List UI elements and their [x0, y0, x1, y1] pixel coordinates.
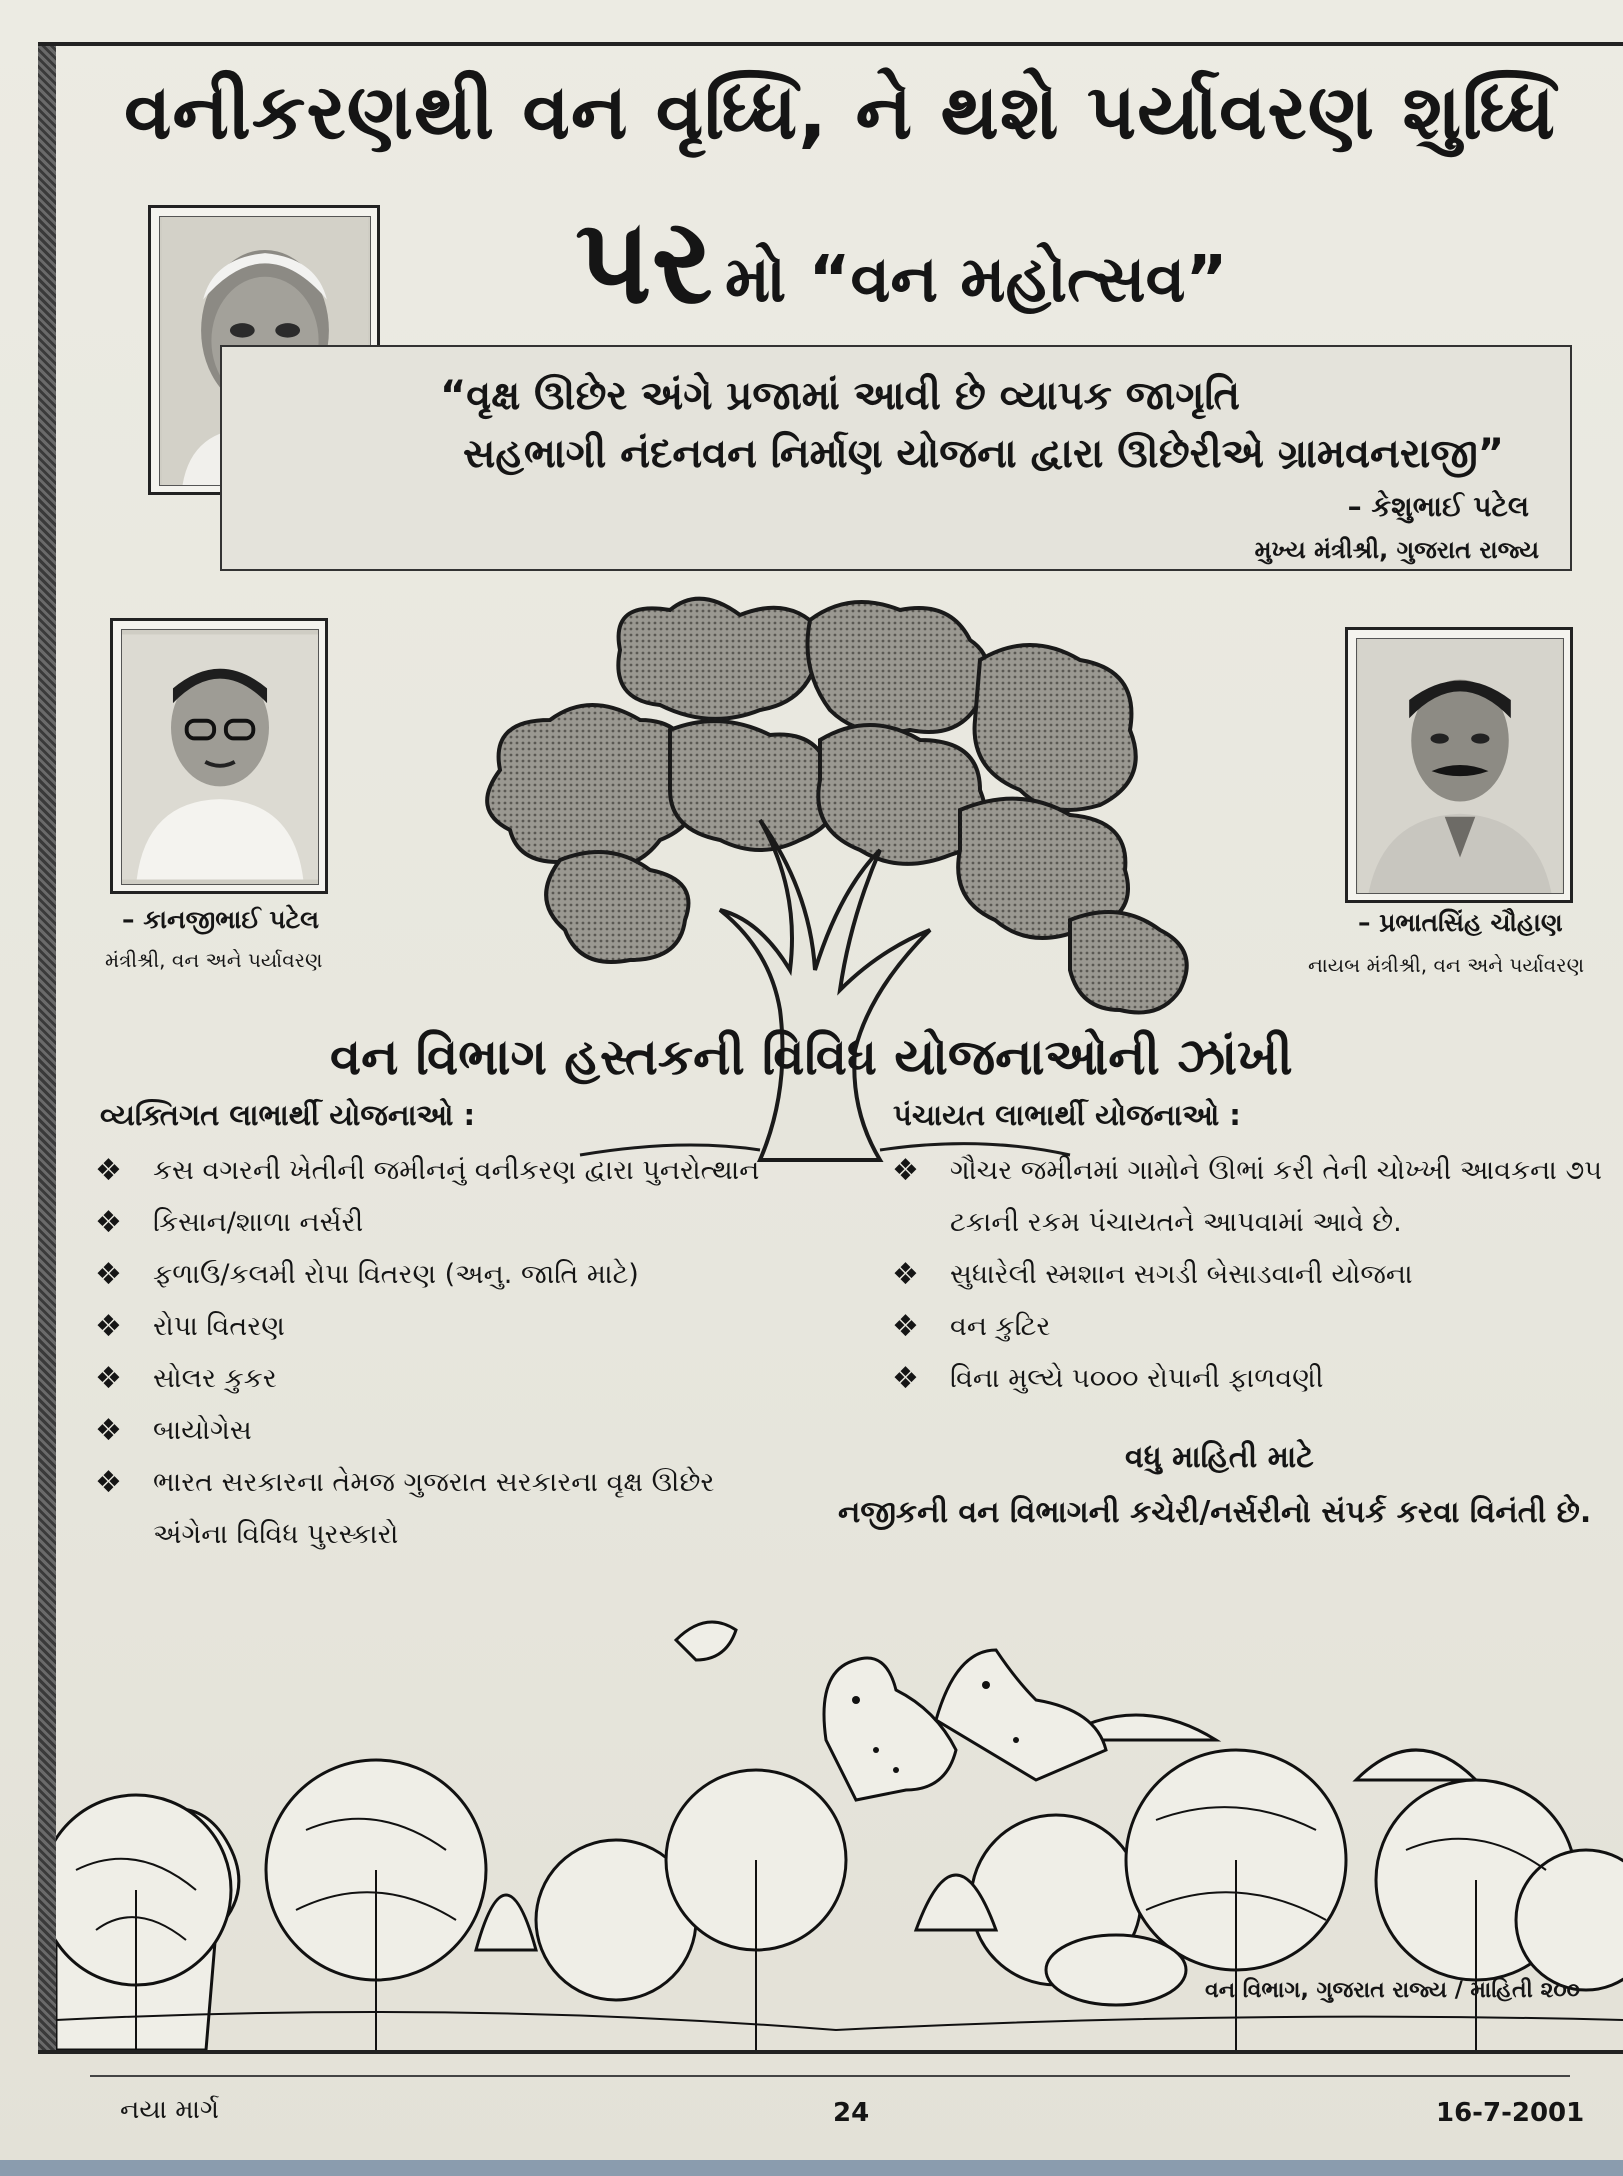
panchayat-schemes-title: પંચાયત લાભાર્થી યોજનાઓ :	[893, 1098, 1241, 1132]
left-official-name: – કાનજીભાઈ પટેલ	[122, 905, 320, 934]
bullet-icon: ❖	[95, 1465, 122, 1500]
advert-headline: વનીકરણથી વન વૃધ્ધિ, ને થશે પર્યાવરણ શુધ્ધિ	[124, 67, 1556, 156]
bullet-icon: ❖	[892, 1153, 919, 1188]
bullet-icon: ❖	[95, 1309, 122, 1344]
portrait-icon	[1357, 639, 1563, 893]
advert-left-border	[38, 42, 56, 2054]
schemes-section-title: વન વિભાગ હસ્તકની વિવિધ યોજનાઓની ઝાંખી	[330, 1028, 1293, 1086]
left-official-role: મંત્રીશ્રી, વન અને પર્યાવરણ	[105, 948, 323, 972]
list-item: ❖ સોલર કુકર	[95, 1353, 795, 1405]
more-info-text: નજીકની વન વિભાગની કચેરી/નર્સરીનો સંપર્ક કરવા વિનંતી છે.	[838, 1495, 1592, 1530]
quote-line-1: “વૃક્ષ ઊછેર અંગે પ્રજામાં આવી છે વ્યાપક જાગૃતિ	[440, 373, 1241, 419]
publication-name: નયા માર્ગ	[120, 2095, 220, 2125]
portrait-icon	[122, 630, 318, 884]
left-official-photo	[110, 618, 328, 894]
bullet-icon: ❖	[892, 1361, 919, 1396]
more-info-heading: વધુ માહિતી માટે	[1125, 1440, 1314, 1475]
festival-label: મો “વન મહોત્સવ”	[725, 243, 1228, 317]
bullet-icon: ❖	[892, 1257, 919, 1292]
right-official-role: નાયબ મંત્રીશ્રી, વન અને પર્યાવરણ	[1308, 953, 1585, 977]
list-item: ❖ ભારત સરકારના તેમજ ગુજરાત સરકારના વૃક્ષ ઊછેર અંગેના વિવિધ પુરસ્કારો	[95, 1457, 795, 1561]
panchayat-schemes-list	[892, 1145, 1602, 1405]
bullet-icon: ❖	[95, 1361, 122, 1396]
list-item: ❖ કિસાન/શાળા નર્સરી	[95, 1197, 795, 1249]
bullet-icon: ❖	[95, 1205, 122, 1240]
advert-credit: વન વિભાગ, ગુજરાત રાજ્ય / માહિતી ૨૦૦	[1205, 1978, 1580, 2003]
list-item: ❖ સુધારેલી સ્મશાન સગડી બેસાડવાની યોજના	[892, 1249, 1602, 1301]
individual-schemes-title: વ્યક્તિગત લાભાર્થી યોજનાઓ :	[100, 1098, 476, 1132]
bullet-icon: ❖	[95, 1153, 122, 1188]
bullet-icon: ❖	[892, 1309, 919, 1344]
list-item: ❖ કસ વગરની ખેતીની જમીનનું વનીકરણ દ્વારા પુનરોત્થાન	[95, 1145, 795, 1197]
bullet-icon: ❖	[95, 1413, 122, 1448]
scan-edge	[0, 2160, 1623, 2176]
festival-number: પર	[575, 192, 713, 330]
list-item: ❖ વન કુટિર	[892, 1301, 1602, 1353]
right-official-photo	[1345, 627, 1573, 903]
page-number: 24	[833, 2098, 870, 2128]
advert-bottom-border	[38, 2050, 1623, 2054]
list-item: ❖ ગૌચર જમીનમાં ગામોને ઊભાં કરી તેની ચોખ્ખી આવકના ૭૫ ટકાની રકમ પંચાયતને આપવામાં આવે છે.	[892, 1145, 1602, 1249]
right-official-name: – પ્રભાતસિંહ ચૌહાણ	[1358, 908, 1563, 937]
quote-author-role: મુખ્ય મંત્રીશ્રી, ગુજરાત રાજ્ય	[1254, 536, 1539, 564]
list-item: ❖ રોપા વિતરણ	[95, 1301, 795, 1353]
individual-schemes-list	[95, 1145, 795, 1561]
list-item: ❖ બાયોગેસ	[95, 1405, 795, 1457]
advert-top-border	[38, 42, 1623, 46]
van-mahotsav-title	[575, 192, 1375, 330]
quote-author: – કેશુભાઈ પટેલ	[1347, 490, 1529, 523]
quote-line-2: સહભાગી નંદનવન નિર્માણ યોજના દ્વારા ઊછેરીએ ગ્રામવનરાજી”	[463, 431, 1505, 477]
list-item: ❖ વિના મુલ્યે ૫૦૦૦ રોપાની ફાળવણી	[892, 1353, 1602, 1405]
footer-rule	[90, 2075, 1570, 2077]
bullet-icon: ❖	[95, 1257, 122, 1292]
publication-date: 16-7-2001	[1436, 2098, 1585, 2128]
list-item: ❖ ફળાઉ/કલમી રોપા વિતરણ (અનુ. જાતિ માટે)	[95, 1249, 795, 1301]
